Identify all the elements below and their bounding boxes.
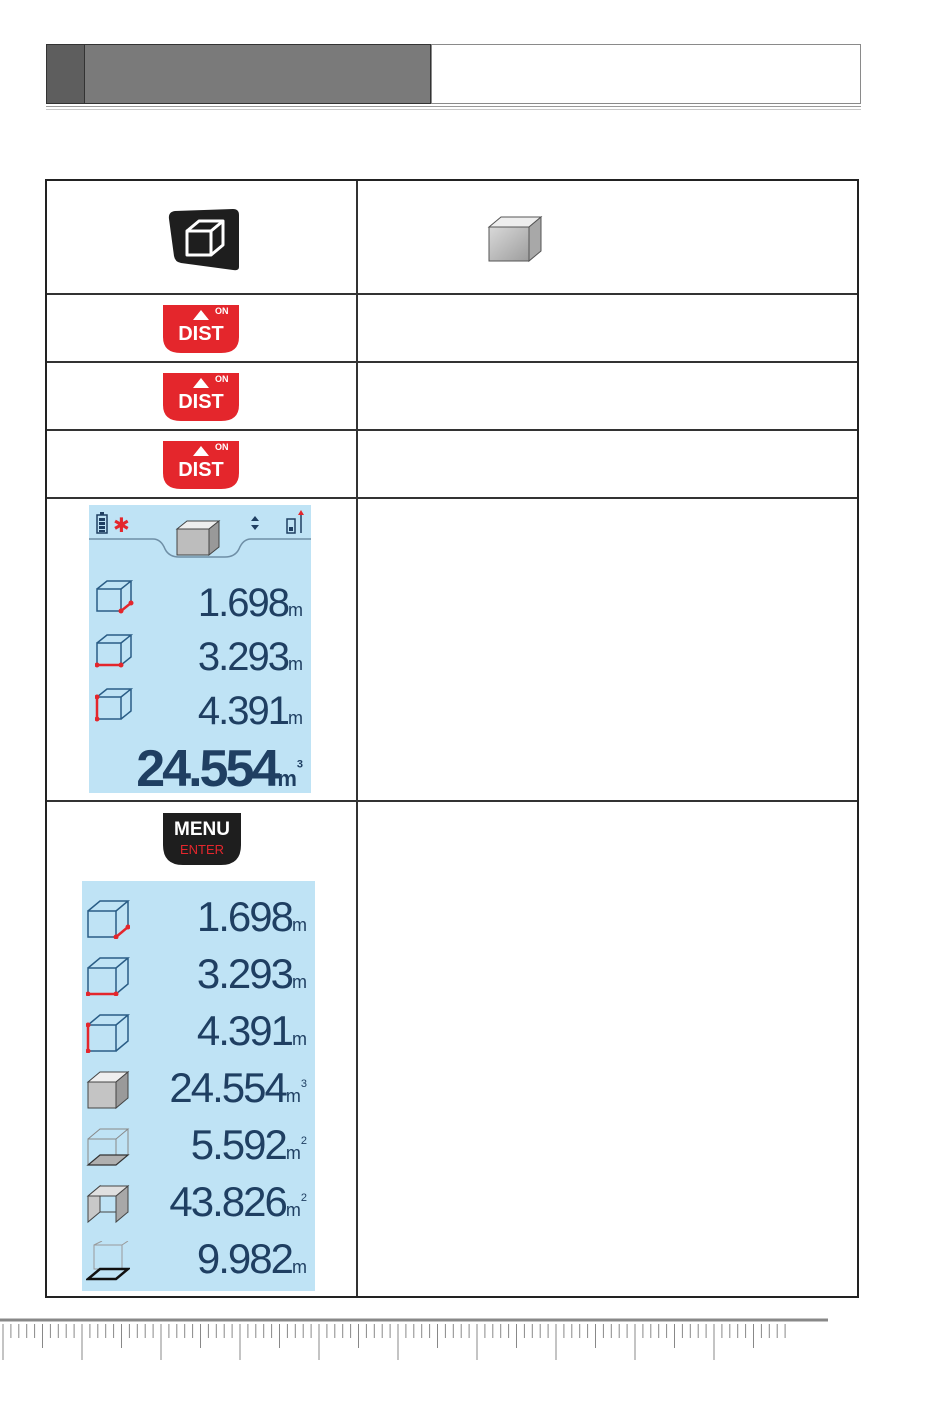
volume-result-value: $24.554m^3$ — [136, 740, 303, 798]
height-value: 4.391m — [197, 689, 303, 733]
volume-value: $24.554m^3$ — [169, 1064, 307, 1111]
header-tab-dark — [46, 44, 85, 104]
dist-label: DIST — [178, 459, 224, 481]
bottom-ruler — [0, 1316, 830, 1360]
lcd-display-volume — [89, 505, 311, 798]
menu-enter-button[interactable] — [159, 811, 245, 872]
header-title-bar — [431, 44, 861, 104]
height-icon — [95, 687, 135, 728]
row-divider — [47, 361, 857, 363]
length-value: 1.698m — [196, 893, 307, 940]
floor-area-icon — [86, 1127, 130, 1172]
length-icon — [86, 899, 130, 944]
dist-on-label: ON — [215, 306, 229, 316]
dist-label: DIST — [178, 391, 224, 413]
height-icon — [86, 1013, 130, 1058]
row-divider — [47, 497, 857, 499]
perimeter-icon — [86, 1241, 130, 1286]
laser-icon: ✱ — [113, 513, 130, 537]
volume-key-icon — [167, 207, 243, 273]
column-divider — [356, 181, 358, 1296]
volume-mode-icon — [177, 521, 219, 555]
wall-area-icon — [86, 1184, 130, 1229]
width-value: 3.293m — [197, 635, 303, 679]
menu-label: MENU — [174, 819, 230, 840]
length-icon — [95, 579, 135, 620]
volume-key-button[interactable] — [167, 207, 243, 278]
width-icon — [86, 956, 130, 1001]
height-value: 4.391m — [196, 1007, 307, 1054]
lcd-status-bar — [89, 505, 311, 561]
row-divider — [47, 800, 857, 802]
dist-button-2[interactable] — [159, 371, 243, 428]
dist-on-label: ON — [215, 374, 229, 384]
length-value: 1.698m — [197, 581, 303, 625]
width-value: 3.293m — [196, 950, 307, 997]
perimeter-value: 9.982m — [196, 1235, 307, 1282]
header-rule — [46, 106, 861, 110]
dist-button-3[interactable] — [159, 439, 243, 496]
row-divider — [47, 429, 857, 431]
volume-icon — [86, 1070, 130, 1115]
volume-cube-icon — [487, 215, 543, 270]
dist-button-1[interactable] — [159, 303, 243, 360]
lcd-display-results — [82, 881, 315, 1291]
dist-label: DIST — [178, 323, 224, 345]
row-divider — [47, 293, 857, 295]
width-icon — [95, 633, 135, 674]
floor-area-value: $5.592m^2$ — [190, 1121, 307, 1168]
wall-area-value: $43.826m^2$ — [169, 1178, 307, 1225]
enter-label: ENTER — [179, 842, 225, 857]
header-section-bar — [85, 44, 431, 104]
dist-on-label: ON — [215, 442, 229, 452]
instruction-table — [45, 179, 859, 1298]
